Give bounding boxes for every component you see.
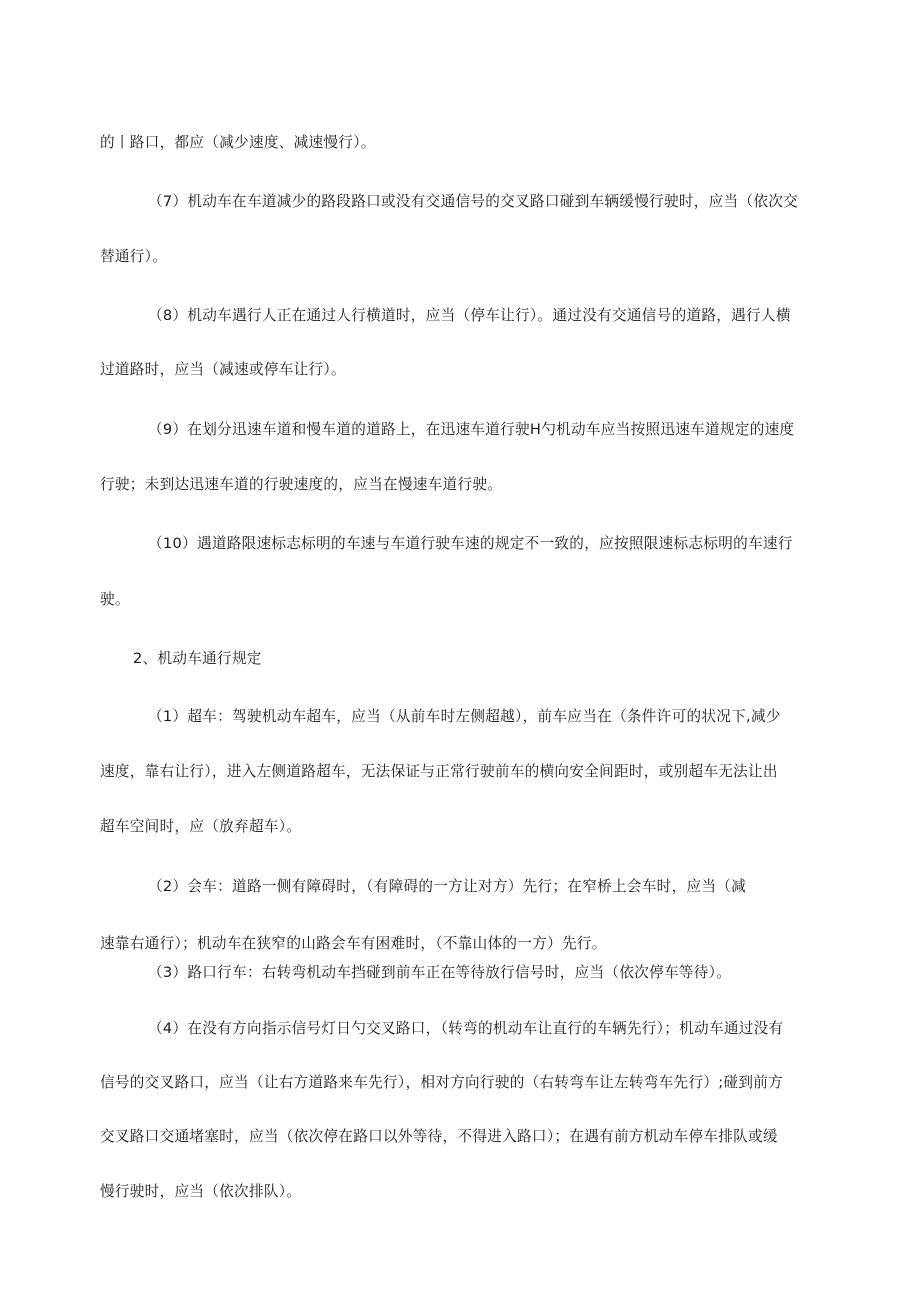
item-9-line-2: 行驶；未到达迅速车道的行驶速度的，应当在慢速车道行驶。 xyxy=(100,476,503,493)
item-7-line-1: （7）机动车在车道减少的路段路口或没有交通信号的交叉路口碰到车辆缓慢行驶时，应当（依次交 xyxy=(148,193,799,210)
no-signal-line-2: 信号的交叉路口，应当（让右方道路来车先行），相对方向行驶的（右转弯车让左转弯车先行）;碰到前方 xyxy=(100,1074,784,1091)
item-8-line-1: （8）机动车遇行人正在通过人行横道时，应当（停车让行）。通过没有交通信号的道路，遇行人横 xyxy=(148,307,791,324)
section-heading: 2、机动车通行规定 xyxy=(133,650,262,667)
intersection-line-1: （3）路口行车：右转弯机动车挡碰到前车正在等待放行信号时，应当（依次停车等待）。 xyxy=(148,964,732,981)
meeting-line-1: （2）会车：道路一侧有障碍时，（有障碍的一方让对方）先行；在窄桥上会车时，应当（减 xyxy=(148,878,747,895)
meeting-line-2: 速靠右通行）；机动车在狭窄的山路会车有困难时，（不靠山体的一方）先行。 xyxy=(100,935,607,952)
item-9-line-1: （9）在划分迅速车道和慢车道的道路上，在迅速车道行驶H勺机动车应当按照迅速车道规定的速度 xyxy=(148,421,795,438)
no-signal-line-4: 慢行驶时，应当（依次排队）。 xyxy=(100,1183,302,1200)
item-8-line-2: 过道路时，应当（减速或停车让行）。 xyxy=(100,361,346,378)
no-signal-line-1: （4）在没有方向指示信号灯日勺交叉路口，（转弯的机动车让直行的车辆先行）；机动车通过没有 xyxy=(148,1020,784,1037)
text-line-1: 的丨路口，都应（减少速度、减速慢行）。 xyxy=(100,134,376,151)
overtaking-line-3: 超车空间时，应（放弃超车）。 xyxy=(100,818,302,835)
overtaking-line-1: （1）超车：驾驶机动车超车，应当（从前车时左侧超越），前车应当在（条件许可的状况下,减少 xyxy=(148,708,781,725)
item-10-line-2: 驶。 xyxy=(100,591,130,608)
item-7-line-2: 替通行）。 xyxy=(100,248,168,265)
item-10-line-1: （10）遇道路限速标志标明的车速与车道行驶车速的规定不一致的，应按照限速标志标明的车速行 xyxy=(148,535,793,552)
no-signal-line-3: 交叉路口交通堵塞时，应当（依次停在路口以外等待，不得进入路口）；在遇有前方机动车停车排队或缓 xyxy=(100,1128,778,1145)
overtaking-line-2: 速度，靠右让行），进入左侧道路超车，无法保证与正常行驶前车的横向安全间距时，或别超车无法让出 xyxy=(100,763,778,780)
